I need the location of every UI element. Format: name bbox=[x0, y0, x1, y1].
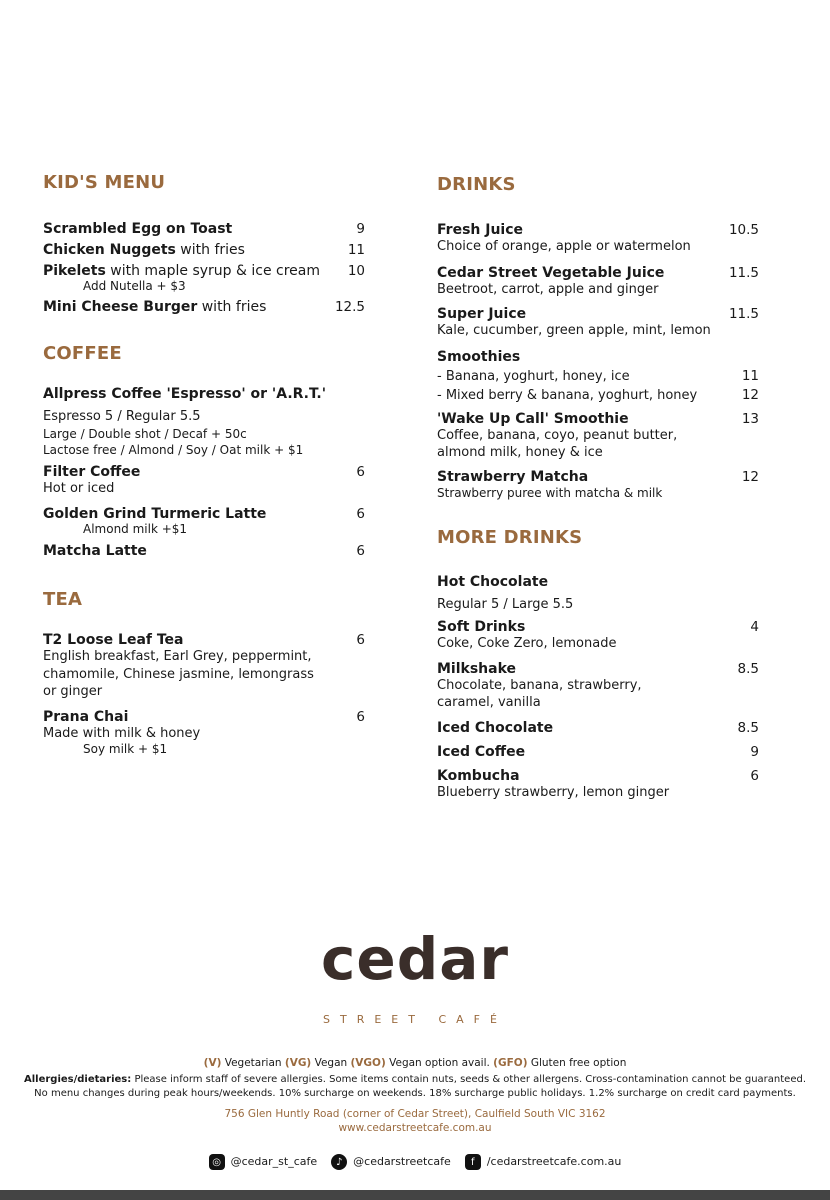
coffee-heading: COFFEE bbox=[43, 343, 122, 364]
left-column bbox=[43, 172, 365, 756]
item-desc: Made with milk & honey bbox=[43, 725, 201, 741]
cedar-logo: cedar bbox=[321, 925, 509, 993]
item-desc: Blueberry strawberry, lemon ginger bbox=[437, 784, 670, 800]
website-link[interactable]: www.cedarstreetcafe.com.au bbox=[338, 1122, 492, 1134]
item-name: Filter Coffee bbox=[43, 463, 141, 480]
bottom-edge-bar bbox=[0, 1190, 830, 1200]
tiktok-link[interactable]: ♪ @cedarstreetcafe bbox=[331, 1154, 451, 1170]
menu-item bbox=[437, 349, 759, 405]
right-column bbox=[437, 174, 759, 801]
more-drinks-heading: MORE DRINKS bbox=[437, 526, 583, 548]
item-detail: Lactose free / Almond / Soy / Oat milk + $1 bbox=[43, 442, 304, 457]
item-price: 8.5 bbox=[737, 719, 759, 736]
tiktok-icon: ♪ bbox=[331, 1154, 347, 1170]
item-price: 6 bbox=[356, 632, 365, 648]
item-price: 11 bbox=[347, 242, 365, 258]
menu-item bbox=[43, 221, 365, 237]
item-price: 12 bbox=[741, 468, 759, 485]
social-links bbox=[0, 1154, 830, 1170]
menu-item bbox=[437, 768, 759, 802]
item-price: 9 bbox=[750, 743, 759, 760]
item-price: 6 bbox=[356, 708, 365, 725]
item-detail: Large / Double shot / Decaf + 50c bbox=[43, 426, 247, 441]
item-price: 12.5 bbox=[334, 299, 365, 315]
item-desc: Strawberry puree with matcha & milk bbox=[437, 485, 663, 500]
item-desc: Choice of orange, apple or watermelon bbox=[437, 239, 691, 254]
item-name: Matcha Latte bbox=[43, 543, 147, 559]
item-extra: with maple syrup & ice cream bbox=[105, 263, 321, 279]
item-name: Iced Coffee bbox=[437, 743, 526, 760]
item-name: T2 Loose Leaf Tea bbox=[43, 632, 184, 648]
dietary-legend: (V) Vegetarian (VG) Vegan (VGO) Vegan option avail. (GFO) Gluten free option bbox=[203, 1057, 627, 1069]
menu-item bbox=[437, 222, 759, 256]
facebook-link[interactable]: f /cedarstreetcafe.com.au bbox=[465, 1154, 622, 1170]
item-price: 6 bbox=[750, 767, 759, 784]
surcharge-notice: No menu changes during peak hours/weekends. 10% surcharge on weekends. 18% surcharge public holidays. 1.2% surcharge on credit card payments. bbox=[34, 1088, 796, 1099]
item-desc: Coffee, banana, coyo, peanut butter, almond milk, honey & ice bbox=[437, 427, 678, 460]
item-name: Hot Chocolate bbox=[437, 573, 549, 590]
item-note: Add Nutella + $3 bbox=[83, 279, 186, 293]
menu-item bbox=[43, 709, 365, 757]
item-name: Strawberry Matcha bbox=[437, 468, 589, 485]
item-desc: Hot or iced bbox=[43, 480, 115, 496]
menu-item bbox=[43, 464, 365, 498]
menu-item bbox=[43, 299, 365, 315]
item-price: 4 bbox=[750, 619, 759, 635]
street-cafe-subtitle: STREET CAFÉ bbox=[323, 1013, 507, 1026]
menu-item bbox=[43, 386, 365, 458]
menu-item bbox=[437, 411, 759, 462]
item-name: Iced Chocolate bbox=[437, 719, 554, 736]
item-name: Scrambled Egg on Toast bbox=[43, 221, 233, 237]
item-note: Almond milk +$1 bbox=[83, 522, 188, 536]
item-detail: Espresso 5 / Regular 5.5 bbox=[43, 409, 201, 424]
drinks-heading: DRINKS bbox=[437, 174, 516, 195]
item-name: Smoothies bbox=[437, 348, 521, 365]
menu-item bbox=[437, 469, 759, 501]
item-desc: Beetroot, carrot, apple and ginger bbox=[437, 281, 659, 297]
item-desc: Chocolate, banana, strawberry, caramel, vanilla bbox=[437, 677, 642, 710]
item-price: 6 bbox=[356, 463, 365, 480]
item-desc: Regular 5 / Large 5.5 bbox=[437, 596, 574, 612]
allergy-notice: Allergies/dietaries: Please inform staff of severe allergies. Some items contain nuts, seeds & other allergens. Cross-contamination cannot be guaranteed. bbox=[23, 1074, 806, 1085]
item-name: Allpress Coffee 'Espresso' or 'A.R.T.' bbox=[43, 386, 327, 402]
item-option: - Banana, yoghurt, honey, ice bbox=[437, 368, 630, 384]
item-name: Super Juice bbox=[437, 306, 527, 322]
item-price: 11.5 bbox=[728, 264, 759, 281]
menu-item bbox=[43, 242, 365, 258]
menu-item bbox=[437, 306, 759, 340]
item-name: Soft Drinks bbox=[437, 619, 526, 635]
item-name: Chicken Nuggets bbox=[43, 242, 176, 258]
menu-item bbox=[437, 661, 759, 712]
item-price: 12 bbox=[741, 387, 759, 403]
item-price: 9 bbox=[356, 221, 365, 237]
menu-item bbox=[437, 265, 759, 299]
item-price: 13 bbox=[741, 410, 759, 427]
item-extra: with fries bbox=[197, 299, 267, 315]
item-price: 8.5 bbox=[737, 660, 759, 677]
item-price: 6 bbox=[356, 543, 365, 559]
menu-item bbox=[43, 263, 365, 293]
facebook-icon: f bbox=[465, 1154, 481, 1170]
menu-item bbox=[437, 744, 759, 760]
item-desc: Coke, Coke Zero, lemonade bbox=[437, 636, 617, 651]
item-name: Cedar Street Vegetable Juice bbox=[437, 264, 665, 281]
menu-item bbox=[437, 574, 759, 614]
item-price: 11 bbox=[741, 367, 759, 384]
address: 756 Glen Huntly Road (corner of Cedar Street), Caulfield South VIC 3162 bbox=[224, 1108, 606, 1120]
item-name: Kombucha bbox=[437, 767, 520, 784]
item-price: 10 bbox=[347, 263, 365, 279]
item-desc: Kale, cucumber, green apple, mint, lemon bbox=[437, 323, 711, 338]
item-price: 11.5 bbox=[728, 306, 759, 322]
menu-item bbox=[437, 619, 759, 653]
item-price: 6 bbox=[356, 506, 365, 522]
item-price: 10.5 bbox=[728, 222, 759, 238]
item-name: 'Wake Up Call' Smoothie bbox=[437, 410, 629, 427]
item-name: Prana Chai bbox=[43, 708, 129, 725]
item-extra: with fries bbox=[175, 242, 245, 258]
menu-item bbox=[437, 720, 759, 736]
item-name: Mini Cheese Burger bbox=[43, 299, 198, 315]
item-name: Pikelets bbox=[43, 263, 106, 279]
instagram-icon: ◎ bbox=[209, 1154, 225, 1170]
item-name: Fresh Juice bbox=[437, 222, 524, 238]
item-option: - Mixed berry & banana, yoghurt, honey bbox=[437, 388, 698, 403]
item-name: Milkshake bbox=[437, 660, 517, 677]
menu-item bbox=[43, 543, 365, 559]
tea-heading: TEA bbox=[43, 589, 83, 610]
menu-item bbox=[43, 506, 365, 536]
item-note: Soy milk + $1 bbox=[83, 742, 168, 756]
item-name: Golden Grind Turmeric Latte bbox=[43, 506, 267, 522]
menu-item bbox=[43, 632, 365, 701]
item-desc: English breakfast, Earl Grey, peppermint, chamomile, Chinese jasmine, lemongrass or ginger bbox=[43, 649, 314, 699]
kids-menu-heading: KID'S MENU bbox=[43, 172, 166, 193]
instagram-link[interactable]: ◎ @cedar_st_cafe bbox=[209, 1154, 318, 1170]
